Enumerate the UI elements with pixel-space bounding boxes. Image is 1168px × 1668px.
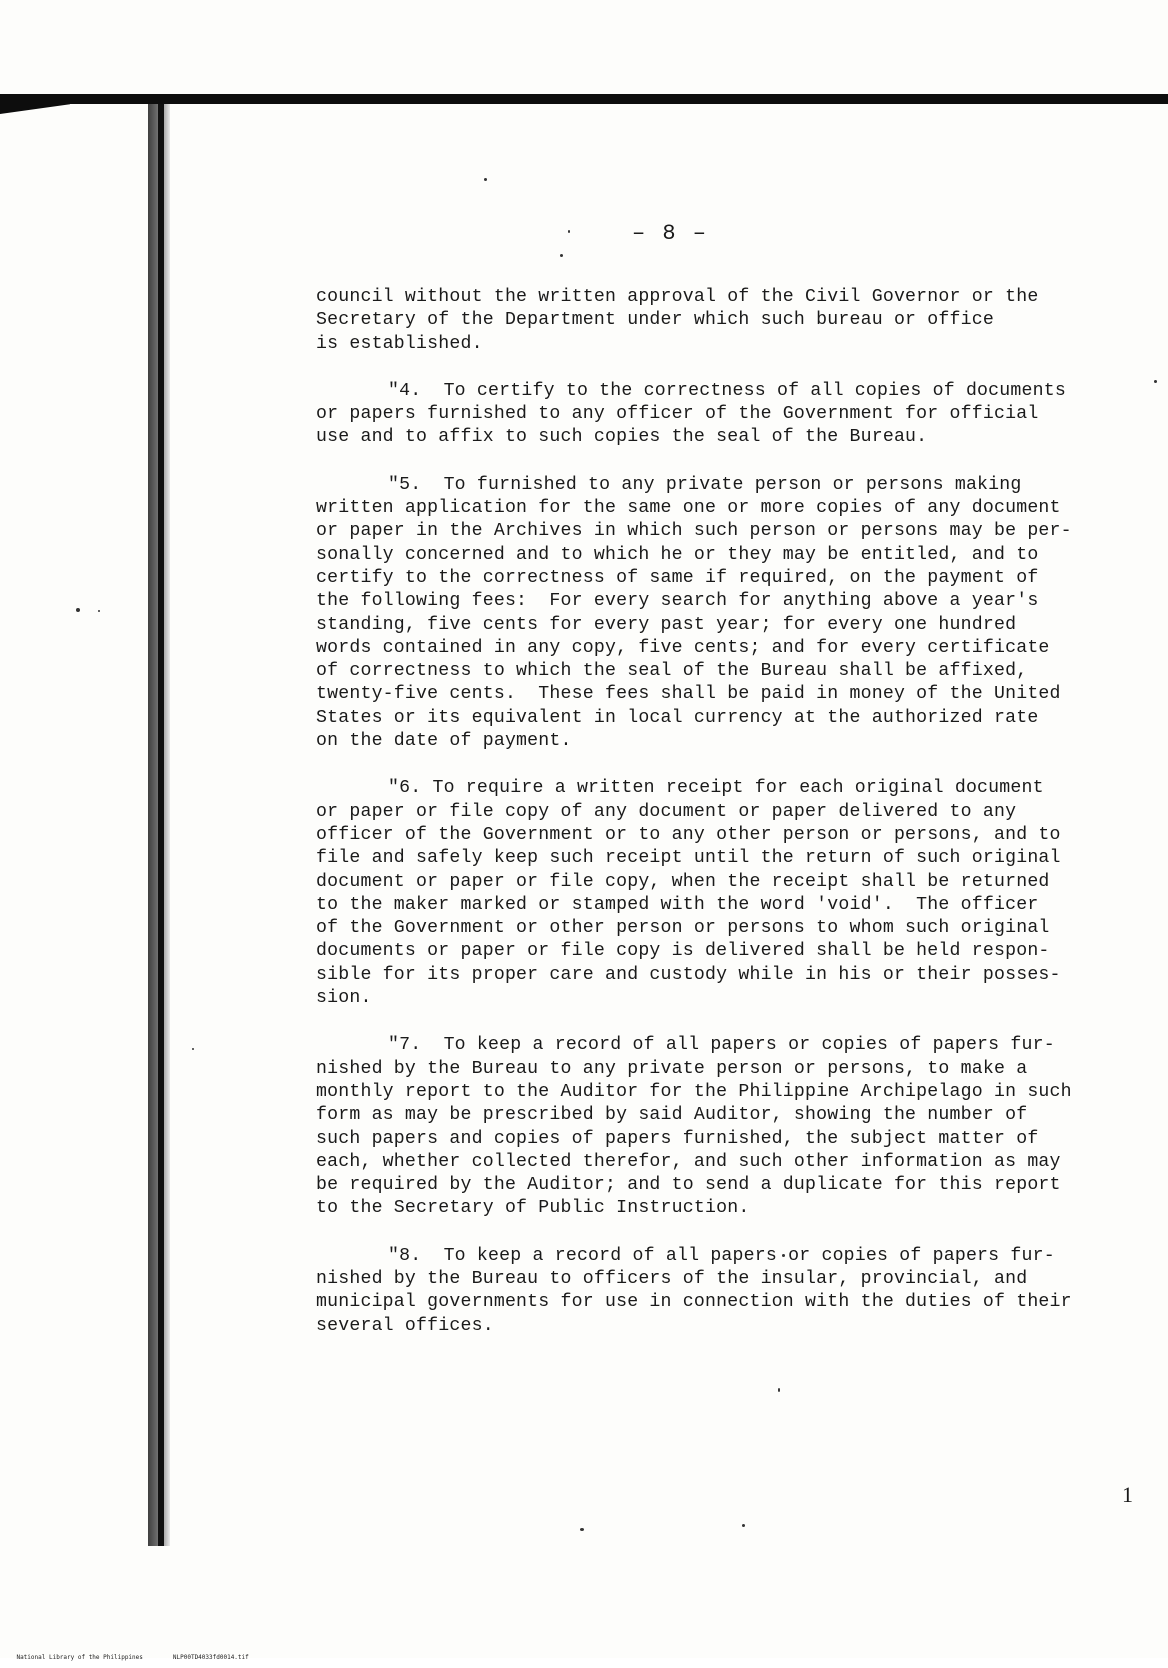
text-line: the following fees: For every search for anything above a year's — [316, 591, 1039, 612]
text-line: use and to affix to such copies the seal of the Bureau. — [316, 427, 928, 448]
text-line: "6. To require a written receipt for each original document — [388, 778, 1044, 799]
text-line: documents or paper or file copy is delivered shall be held respon- — [316, 941, 1050, 962]
text-line: monthly report to the Auditor for the Philippine Archipelago in such — [316, 1081, 1072, 1102]
text-line: sible for its proper care and custody while in his or their posses- — [316, 964, 1061, 985]
text-line: certify to the correctness of same if required, on the payment of — [316, 567, 1039, 588]
text-line: nished by the Bureau to any private person or persons, to make a — [316, 1058, 1028, 1079]
text-line: States or its equivalent in local currency at the authorized rate — [316, 707, 1039, 728]
text-line: or papers furnished to any officer of the Government for official — [316, 404, 1039, 425]
text-line: "5. To furnished to any private person or persons making — [388, 474, 1022, 495]
text-line: on the date of payment. — [316, 731, 572, 752]
text-line: nished by the Bureau to officers of the insular, provincial, and — [316, 1268, 1028, 1289]
text-line: twenty-five cents. These fees shall be paid in money of the United — [316, 684, 1061, 705]
text-line: each, whether collected therefor, and such other information as may — [316, 1151, 1061, 1172]
text-line: be required by the Auditor; and to send a duplicate for this report — [316, 1175, 1061, 1196]
scan-speck — [1154, 380, 1157, 383]
text-line: "4. To certify to the correctness of all copies of documents — [388, 380, 1066, 401]
text-line: such papers and copies of papers furnished, the subject matter of — [316, 1128, 1039, 1149]
scan-speck — [76, 608, 80, 612]
text-line: is established. — [316, 333, 483, 354]
text-line: of the Government or other person or persons to whom such original — [316, 918, 1050, 939]
text-line: Secretary of the Department under which such bureau or office — [316, 310, 994, 331]
text-line: written application for the same one or more copies of any document — [316, 498, 1061, 519]
paragraph — [316, 1034, 1136, 1220]
text-line: "7. To keep a record of all papers or copies of papers fur- — [388, 1035, 1055, 1056]
corner-mark: 1 — [1122, 1482, 1133, 1507]
text-line: standing, five cents for every past year; for every one hundred — [316, 614, 1017, 635]
scan-speck — [778, 1388, 780, 1392]
text-line: officer of the Government or to any other person or persons, and to — [316, 824, 1061, 845]
paragraph — [316, 380, 1136, 450]
text-line: to the Secretary of Public Instruction. — [316, 1198, 750, 1219]
text-line: several offices. — [316, 1315, 494, 1336]
text-line: to the maker marked or stamped with the word 'void'. The officer — [316, 894, 1039, 915]
scan-speck — [98, 610, 100, 612]
text-line: file and safely keep such receipt until the return of such original — [316, 848, 1061, 869]
binding-edge-line — [158, 104, 164, 1546]
paragraph — [316, 1245, 1136, 1338]
top-scan-border-tab — [0, 100, 70, 114]
text-line: of correctness to which the seal of the Bureau shall be affixed, — [316, 661, 1028, 682]
text-line: municipal governments for use in connection with the duties of their — [316, 1292, 1072, 1313]
top-scan-border — [0, 94, 1168, 104]
footer-library-name: National Library of the Philippines — [16, 1654, 143, 1661]
paragraph — [316, 777, 1136, 1010]
footer-file-id: NLP00TD4033fd0014.tif — [172, 1654, 249, 1661]
text-line: or paper or file copy of any document or paper delivered to any — [316, 801, 1017, 822]
paragraph — [316, 474, 1136, 754]
scan-speck — [484, 178, 487, 181]
scan-speck — [192, 1048, 194, 1050]
text-line: words contained in any copy, five cents; and for every certificate — [316, 637, 1050, 658]
scan-speck — [742, 1524, 745, 1527]
text-line: sion. — [316, 988, 372, 1009]
scan-speck — [568, 230, 570, 233]
text-line: sonally concerned and to which he or they may be entitled, and to — [316, 544, 1039, 565]
text-line: council without the written approval of the Civil Governor or the — [316, 287, 1039, 307]
text-line: "8. To keep a record of all papers or copies of papers fur- — [388, 1245, 1055, 1266]
text-line: or paper in the Archives in which such person or persons may be per- — [316, 521, 1072, 542]
document-body — [316, 286, 1136, 1362]
scan-speck — [580, 1528, 584, 1531]
page-number: – 8 – — [632, 221, 709, 246]
paragraph — [316, 286, 1136, 356]
text-line: document or paper or file copy, when the receipt shall be returned — [316, 871, 1050, 892]
scan-speck — [560, 254, 563, 257]
text-line: form as may be prescribed by said Auditor, showing the number of — [316, 1105, 1028, 1126]
